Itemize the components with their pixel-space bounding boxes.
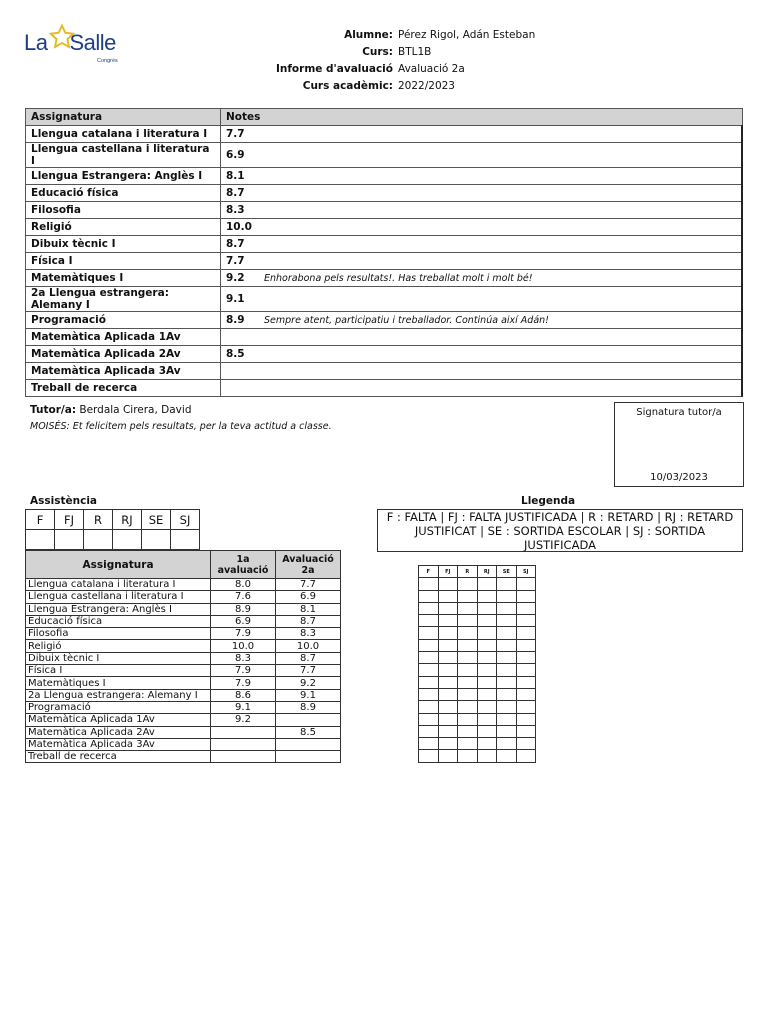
attendance-value <box>55 530 84 550</box>
attendance-value <box>84 530 113 550</box>
history-subject: Llengua castellana i literatura I <box>26 591 211 603</box>
notes-grade: 8.7 <box>226 238 245 250</box>
notes-comment: Sempre atent, participatiu i treballador. Continúa així Adán! <box>264 315 549 326</box>
notes-grade: 7.7 <box>226 128 245 140</box>
attendance-code: RJ <box>113 510 142 530</box>
notes-row <box>26 329 743 346</box>
history-subject: Matemàtica Aplicada 2Av <box>26 726 211 738</box>
mini-attendance-cell <box>516 652 536 664</box>
history-eval2 <box>276 738 341 750</box>
alumne-label: Alumne: <box>344 28 393 41</box>
mini-attendance-row <box>419 725 536 737</box>
notes-subject: Dibuix tècnic I <box>26 236 221 253</box>
notes-row <box>26 168 743 185</box>
history-eval1: 9.1 <box>211 701 276 713</box>
mini-attendance-cell <box>438 664 458 676</box>
notes-grade-cell <box>221 287 743 312</box>
logo-text-salle: Salle <box>69 30 116 55</box>
mini-attendance-cell <box>497 602 517 614</box>
mini-attendance-cell <box>438 652 458 664</box>
signature-date: 10/03/2023 <box>650 472 708 483</box>
mini-attendance-row <box>419 615 536 627</box>
mini-attendance-cell <box>497 615 517 627</box>
notes-row <box>26 185 743 202</box>
history-row <box>26 701 341 713</box>
notes-row <box>26 312 743 329</box>
mini-attendance-row <box>419 578 536 590</box>
informe-label: Informe d'avaluació <box>275 62 393 75</box>
history-subject: Llengua Estrangera: Anglès I <box>26 603 211 615</box>
attendance-code: F <box>26 510 55 530</box>
notes-grade-cell <box>221 143 743 168</box>
notes-subject: Matemàtica Aplicada 3Av <box>26 363 221 380</box>
mini-attendance-row <box>419 664 536 676</box>
mini-attendance-cell <box>516 578 536 590</box>
mini-attendance-table <box>418 565 536 763</box>
notes-subject: Religió <box>26 219 221 236</box>
mini-attendance-cell <box>477 578 497 590</box>
mini-attendance-cell <box>438 602 458 614</box>
mini-attendance-cell <box>477 590 497 602</box>
history-eval2: 8.7 <box>276 615 341 627</box>
mini-attendance-cell <box>419 725 439 737</box>
history-row <box>26 726 341 738</box>
history-header-eval2: Avaluació 2a <box>276 551 341 579</box>
curs-value: BTL1B <box>398 45 432 58</box>
history-subject: Educació física <box>26 615 211 627</box>
mini-attendance-cell <box>477 725 497 737</box>
mini-attendance-row <box>419 590 536 602</box>
notes-subject: Llengua castellana i literatura I <box>26 143 221 168</box>
history-subject: Matemàtiques I <box>26 677 211 689</box>
history-row <box>26 751 341 763</box>
mini-attendance-cell <box>438 750 458 762</box>
mini-attendance-cell <box>516 590 536 602</box>
mini-attendance-cell <box>516 627 536 639</box>
tutor-label: Tutor/a: <box>30 404 77 416</box>
history-eval1: 8.3 <box>211 652 276 664</box>
mini-attendance-cell <box>497 664 517 676</box>
notes-grade-cell <box>221 329 743 346</box>
notes-grade: 9.2 <box>226 272 245 284</box>
mini-attendance-cell <box>419 615 439 627</box>
informe-value: Avaluació 2a <box>398 62 465 75</box>
notes-subject: Filosofia <box>26 202 221 219</box>
notes-row <box>26 219 743 236</box>
star-icon <box>49 24 75 50</box>
mini-attendance-cell <box>438 676 458 688</box>
mini-attendance-cell <box>477 738 497 750</box>
mini-attendance-cell <box>438 725 458 737</box>
mini-attendance-cell <box>419 750 439 762</box>
mini-attendance-row <box>419 713 536 725</box>
mini-attendance-cell <box>497 639 517 651</box>
attendance-code: R <box>84 510 113 530</box>
notes-grade-cell <box>221 380 743 397</box>
mini-attendance-cell <box>477 639 497 651</box>
mini-attendance-cell <box>419 652 439 664</box>
mini-attendance-cell <box>438 713 458 725</box>
mini-attendance-cell <box>497 750 517 762</box>
mini-attendance-cell <box>516 688 536 700</box>
mini-attendance-cell <box>419 676 439 688</box>
mini-attendance-cell <box>419 688 439 700</box>
notes-subject: Programació <box>26 312 221 329</box>
tutor-line <box>30 404 191 416</box>
history-eval2 <box>276 714 341 726</box>
history-subject: Matemàtica Aplicada 3Av <box>26 738 211 750</box>
notes-row <box>26 380 743 397</box>
history-eval2: 8.9 <box>276 701 341 713</box>
notes-grade-cell <box>221 253 743 270</box>
mini-attendance-cell <box>477 701 497 713</box>
history-eval1: 7.9 <box>211 665 276 677</box>
mini-attendance-cell <box>497 578 517 590</box>
notes-grade-cell <box>221 236 743 253</box>
mini-attendance-cell <box>458 676 478 688</box>
notes-subject: Treball de recerca <box>26 380 221 397</box>
history-eval2: 8.5 <box>276 726 341 738</box>
mini-attendance-cell <box>477 615 497 627</box>
history-eval2: 6.9 <box>276 591 341 603</box>
notes-subject: Llengua catalana i literatura I <box>26 126 221 143</box>
notes-row <box>26 287 743 312</box>
history-eval1: 8.6 <box>211 689 276 701</box>
history-eval2: 9.1 <box>276 689 341 701</box>
mini-attendance-cell <box>477 750 497 762</box>
history-subject: Llengua catalana i literatura I <box>26 579 211 591</box>
mini-attendance-cell <box>458 615 478 627</box>
history-subject: 2a Llengua estrangera: Alemany I <box>26 689 211 701</box>
notes-grade-cell <box>221 185 743 202</box>
mini-attendance-cell <box>516 738 536 750</box>
attendance-value <box>142 530 171 550</box>
history-subject: Dibuix tècnic I <box>26 652 211 664</box>
mini-attendance-cell <box>438 701 458 713</box>
mini-attendance-cell <box>516 676 536 688</box>
history-eval1: 8.9 <box>211 603 276 615</box>
mini-attendance-cell <box>477 713 497 725</box>
academic-label: Curs acadèmic: <box>302 79 393 92</box>
history-subject: Filosofia <box>26 628 211 640</box>
la-salle-logo <box>24 22 134 70</box>
notes-row <box>26 236 743 253</box>
mini-attendance-cell <box>458 602 478 614</box>
signature-label: Signatura tutor/a <box>636 407 722 418</box>
attendance-code: FJ <box>55 510 84 530</box>
notes-grade-cell <box>221 363 743 380</box>
notes-subject: Matemàtica Aplicada 1Av <box>26 329 221 346</box>
mini-attendance-code: SJ <box>516 566 536 578</box>
mini-attendance-cell <box>438 688 458 700</box>
mini-attendance-cell <box>516 602 536 614</box>
notes-grade-cell <box>221 346 743 363</box>
history-row <box>26 689 341 701</box>
notes-row <box>26 346 743 363</box>
history-eval1 <box>211 751 276 763</box>
legend-text: F : FALTA | FJ : FALTA JUSTIFICADA | R : RETARD | RJ : RETARD JUSTIFICAT | SE : SORTIDA ESCOLAR | SJ : SORTIDA JUSTIFICADA <box>377 509 743 552</box>
mini-attendance-code: RJ <box>477 566 497 578</box>
attendance-value <box>113 530 142 550</box>
notes-subject: Educació física <box>26 185 221 202</box>
mini-attendance-cell <box>497 725 517 737</box>
mini-attendance-cell <box>458 664 478 676</box>
notes-grade: 8.1 <box>226 170 245 182</box>
notes-grade: 6.9 <box>226 149 245 161</box>
mini-attendance-cell <box>419 713 439 725</box>
mini-attendance-cell <box>438 578 458 590</box>
notes-grade: 8.3 <box>226 204 245 216</box>
mini-attendance-cell <box>516 615 536 627</box>
history-subject: Física I <box>26 665 211 677</box>
mini-attendance-cell <box>438 738 458 750</box>
mini-attendance-cell <box>419 578 439 590</box>
history-row <box>26 652 341 664</box>
legend-title: Llegenda <box>521 495 576 507</box>
mini-attendance-cell <box>516 701 536 713</box>
history-row <box>26 665 341 677</box>
mini-attendance-cell <box>516 725 536 737</box>
notes-grade-cell <box>221 219 743 236</box>
history-row <box>26 677 341 689</box>
history-eval2 <box>276 751 341 763</box>
mini-attendance-cell <box>419 738 439 750</box>
notes-grade: 7.7 <box>226 255 245 267</box>
mini-attendance-cell <box>497 676 517 688</box>
history-subject: Religió <box>26 640 211 652</box>
notes-grade: 10.0 <box>226 221 252 233</box>
mini-attendance-cell <box>458 639 478 651</box>
mini-attendance-cell <box>516 750 536 762</box>
mini-attendance-cell <box>419 639 439 651</box>
attendance-value <box>26 530 55 550</box>
mini-attendance-row <box>419 627 536 639</box>
mini-attendance-cell <box>458 738 478 750</box>
history-subject: Treball de recerca <box>26 751 211 763</box>
mini-attendance-cell <box>497 701 517 713</box>
notes-grade-cell <box>221 126 743 143</box>
history-eval1 <box>211 726 276 738</box>
history-row <box>26 591 341 603</box>
mini-attendance-cell <box>458 627 478 639</box>
mini-attendance-cell <box>477 676 497 688</box>
notes-grade-cell <box>221 202 743 219</box>
mini-attendance-cell <box>419 701 439 713</box>
history-eval2: 7.7 <box>276 579 341 591</box>
mini-attendance-row <box>419 602 536 614</box>
notes-grade: 9.1 <box>226 293 245 305</box>
mini-attendance-cell <box>458 590 478 602</box>
mini-attendance-code: R <box>458 566 478 578</box>
mini-attendance-cell <box>458 713 478 725</box>
academic-value: 2022/2023 <box>398 79 455 92</box>
mini-attendance-cell <box>458 578 478 590</box>
mini-attendance-cell <box>458 750 478 762</box>
mini-attendance-cell <box>516 639 536 651</box>
mini-attendance-code: F <box>419 566 439 578</box>
mini-attendance-cell <box>458 688 478 700</box>
notes-comment: Enhorabona pels resultats!. Has treballat molt i molt bé! <box>264 273 533 284</box>
history-row <box>26 603 341 615</box>
mini-attendance-code: FJ <box>438 566 458 578</box>
mini-attendance-row <box>419 688 536 700</box>
mini-attendance-cell <box>438 590 458 602</box>
history-eval1: 6.9 <box>211 615 276 627</box>
tutor-name: Berdala Cirera, David <box>79 404 192 416</box>
history-row <box>26 615 341 627</box>
mini-attendance-row <box>419 750 536 762</box>
notes-subject: Llengua Estrangera: Anglès I <box>26 168 221 185</box>
notes-subject: Matemàtica Aplicada 2Av <box>26 346 221 363</box>
history-eval2: 9.2 <box>276 677 341 689</box>
mini-attendance-cell <box>497 627 517 639</box>
notes-row <box>26 202 743 219</box>
mini-attendance-cell <box>516 713 536 725</box>
mini-attendance-cell <box>458 725 478 737</box>
mini-attendance-cell <box>477 688 497 700</box>
notes-grade-cell <box>221 270 743 287</box>
student-info <box>200 26 600 94</box>
history-eval1: 10.0 <box>211 640 276 652</box>
history-header-subject: Assignatura <box>26 551 211 579</box>
history-table <box>25 550 341 763</box>
history-row <box>26 714 341 726</box>
notes-row <box>26 143 743 168</box>
mini-attendance-cell <box>458 652 478 664</box>
mini-attendance-row <box>419 652 536 664</box>
mini-attendance-cell <box>438 615 458 627</box>
attendance-title: Assistència <box>30 495 97 507</box>
mini-attendance-row <box>419 676 536 688</box>
history-eval2: 7.7 <box>276 665 341 677</box>
attendance-code: SE <box>142 510 171 530</box>
notes-row <box>26 363 743 380</box>
attendance-table <box>25 509 200 550</box>
mini-attendance-cell <box>477 652 497 664</box>
attendance-code: SJ <box>171 510 200 530</box>
notes-row <box>26 253 743 270</box>
signature-box <box>614 402 744 487</box>
mini-attendance-cell <box>438 627 458 639</box>
mini-attendance-cell <box>438 639 458 651</box>
history-row <box>26 640 341 652</box>
mini-attendance-cell <box>477 627 497 639</box>
mini-attendance-code: SE <box>497 566 517 578</box>
history-eval1: 7.6 <box>211 591 276 603</box>
notes-header-subject: Assignatura <box>26 109 221 126</box>
mini-attendance-cell <box>458 701 478 713</box>
history-eval1: 7.9 <box>211 628 276 640</box>
mini-attendance-cell <box>419 590 439 602</box>
attendance-value <box>171 530 200 550</box>
notes-grade-cell <box>221 312 743 329</box>
history-row <box>26 738 341 750</box>
tutor-comment: MOISÉS: Et felicitem pels resultats, per la teva actitud a classe. <box>30 421 332 432</box>
mini-attendance-cell <box>419 664 439 676</box>
mini-attendance-cell <box>497 590 517 602</box>
mini-attendance-cell <box>419 627 439 639</box>
history-eval2: 8.1 <box>276 603 341 615</box>
history-eval1 <box>211 738 276 750</box>
notes-subject: Matemàtiques I <box>26 270 221 287</box>
notes-table <box>25 108 743 397</box>
notes-grade-cell <box>221 168 743 185</box>
notes-header-grade: Notes <box>221 109 743 126</box>
history-header-eval1: 1a avaluació <box>211 551 276 579</box>
notes-row <box>26 270 743 287</box>
history-subject: Matemàtica Aplicada 1Av <box>26 714 211 726</box>
mini-attendance-cell <box>419 602 439 614</box>
mini-attendance-cell <box>477 664 497 676</box>
history-row <box>26 628 341 640</box>
history-eval1: 7.9 <box>211 677 276 689</box>
notes-subject: Física I <box>26 253 221 270</box>
history-eval1: 9.2 <box>211 714 276 726</box>
history-eval2: 8.7 <box>276 652 341 664</box>
logo-subtitle: Congrés <box>97 58 118 64</box>
notes-grade: 8.9 <box>226 314 245 326</box>
mini-attendance-cell <box>516 664 536 676</box>
mini-attendance-cell <box>497 713 517 725</box>
mini-attendance-cell <box>497 688 517 700</box>
mini-attendance-cell <box>497 652 517 664</box>
notes-subject: 2a Llengua estrangera: Alemany I <box>26 287 221 312</box>
mini-attendance-row <box>419 639 536 651</box>
history-eval1: 8.0 <box>211 579 276 591</box>
notes-grade: 8.5 <box>226 348 245 360</box>
notes-row <box>26 126 743 143</box>
history-eval2: 10.0 <box>276 640 341 652</box>
logo-text-la: La <box>24 30 48 55</box>
alumne-value: Pérez Rigol, Adán Esteban <box>398 28 536 41</box>
mini-attendance-row <box>419 701 536 713</box>
curs-label: Curs: <box>362 45 393 58</box>
mini-attendance-cell <box>477 602 497 614</box>
history-eval2: 8.3 <box>276 628 341 640</box>
notes-grade: 8.7 <box>226 187 245 199</box>
mini-attendance-row <box>419 738 536 750</box>
history-row <box>26 579 341 591</box>
history-subject: Programació <box>26 701 211 713</box>
mini-attendance-cell <box>497 738 517 750</box>
